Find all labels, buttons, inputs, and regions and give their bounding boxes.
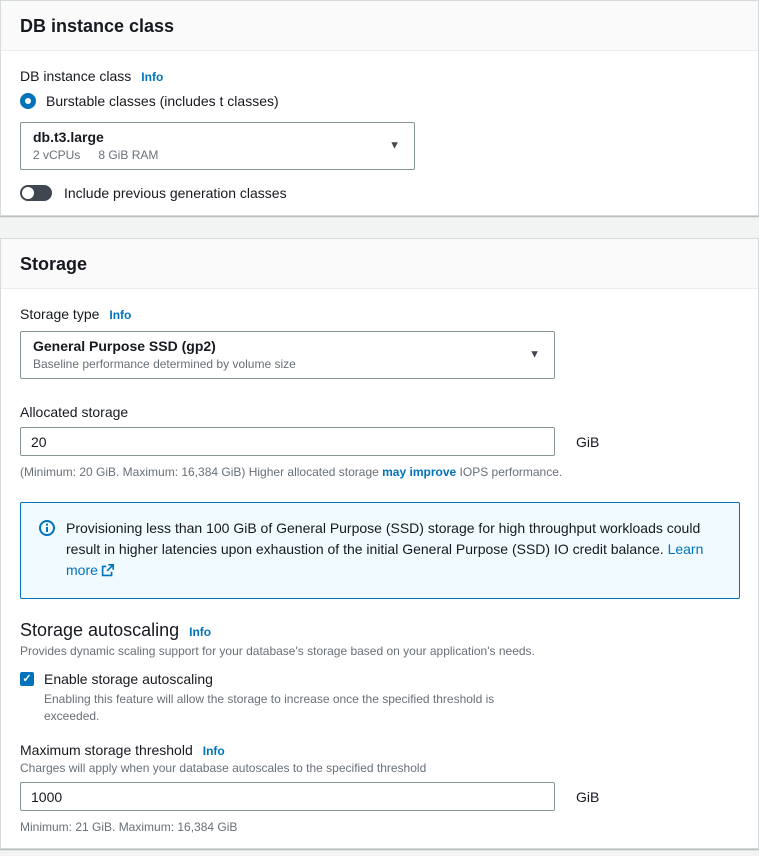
- allocated-storage-unit: GiB: [576, 433, 600, 450]
- storage-autoscaling-description: Provides dynamic scaling support for your database's storage based on your application's needs.: [20, 644, 535, 658]
- panel-title: Storage: [20, 254, 88, 274]
- max-storage-threshold-unit: GiB: [576, 788, 600, 805]
- burstable-classes-radio-label: Burstable classes (includes t classes): [46, 93, 279, 109]
- external-link-icon[interactable]: [101, 562, 114, 583]
- instance-class-select[interactable]: [20, 122, 415, 170]
- storage-type-info-link[interactable]: Info: [109, 308, 132, 322]
- storage-type-selected-value: General Purpose SSD (gp2): [33, 338, 216, 354]
- panel-header: [1, 1, 758, 51]
- enable-autoscaling-label: Enable storage autoscaling: [44, 671, 213, 687]
- learn-more-link[interactable]: Learn more: [66, 541, 704, 578]
- instance-vcpus: 2 vCPUs: [33, 148, 81, 162]
- previous-generation-toggle-label: Include previous generation classes: [64, 185, 287, 201]
- checkbox-checked-icon[interactable]: ✓: [20, 672, 34, 686]
- enable-autoscaling-description: Enabling this feature will allow the storage to increase once the specified threshold is exceeded.: [44, 692, 495, 723]
- db-instance-class-panel: [0, 0, 759, 216]
- max-storage-threshold-hint: Minimum: 21 GiB. Maximum: 16,384 GiB: [20, 820, 238, 834]
- burstable-classes-radio-row[interactable]: [20, 93, 739, 109]
- previous-generation-toggle[interactable]: [20, 185, 52, 201]
- chevron-down-icon: ▼: [529, 348, 540, 361]
- alert-text: Provisioning less than 100 GiB of General Purpose (SSD) storage for high throughput workloads could result in higher latencies upon exhaustion of the initial General Purpose (SSD) IO credit balance. Learn more: [66, 518, 723, 583]
- panel-title: DB instance class: [20, 16, 175, 36]
- panel-body: [1, 289, 758, 848]
- storage-panel: [0, 238, 759, 849]
- storage-autoscaling-info-link[interactable]: Info: [189, 625, 212, 639]
- enable-autoscaling-row[interactable]: [20, 671, 739, 687]
- max-storage-threshold-description: Charges will apply when your database autoscales to the specified threshold: [20, 761, 427, 775]
- max-storage-threshold-info-link[interactable]: Info: [202, 744, 225, 758]
- storage-autoscaling-heading: Storage autoscaling: [20, 620, 180, 640]
- instance-class-selected-value: db.t3.large: [33, 129, 104, 145]
- panel-body: [1, 51, 758, 215]
- may-improve-link[interactable]: may improve: [382, 465, 457, 479]
- storage-info-alert: [20, 502, 740, 599]
- db-instance-class-label: DB instance class: [20, 68, 132, 84]
- max-storage-threshold-label: Maximum storage threshold: [20, 742, 193, 758]
- info-circle-icon: [39, 520, 55, 583]
- allocated-storage-hint: (Minimum: 20 GiB. Maximum: 16,384 GiB) Higher allocated storage may improve IOPS performance.: [20, 465, 563, 479]
- instance-ram: 8 GiB RAM: [98, 148, 159, 162]
- instance-class-specs: [33, 147, 374, 163]
- storage-type-description: Baseline performance determined by volume size: [33, 357, 296, 371]
- radio-selected-icon[interactable]: [20, 93, 36, 109]
- allocated-storage-label: Allocated storage: [20, 404, 129, 420]
- allocated-storage-input[interactable]: [20, 427, 555, 456]
- panel-header: [1, 239, 758, 289]
- chevron-down-icon: ▼: [389, 139, 400, 152]
- db-instance-class-info-link[interactable]: Info: [141, 70, 164, 84]
- storage-type-select[interactable]: [20, 331, 555, 379]
- max-storage-threshold-input[interactable]: [20, 782, 555, 811]
- storage-type-label: Storage type: [20, 306, 100, 322]
